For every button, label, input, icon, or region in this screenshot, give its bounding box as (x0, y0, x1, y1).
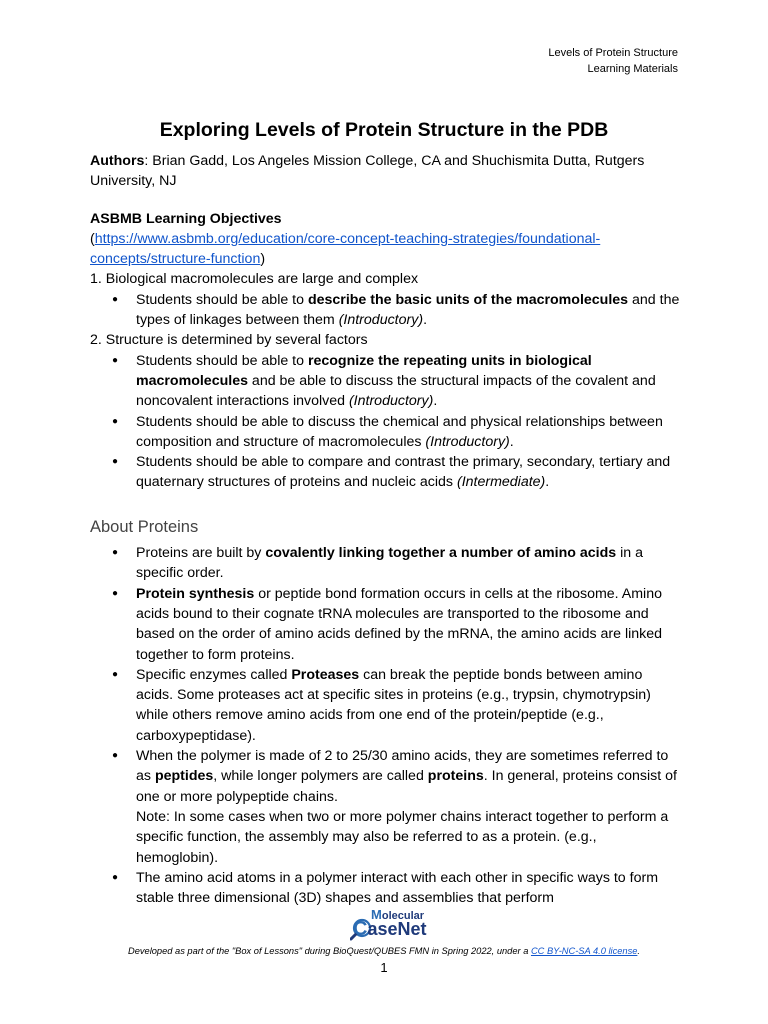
asbmb-link[interactable] (90, 231, 600, 267)
authors-label: Authors (90, 153, 145, 169)
document-body (90, 151, 680, 908)
bullet-end: . (423, 312, 428, 329)
bullet-text: When the polymer is made of 2 to 25/30 amino acids, they are sometimes referred to as (136, 748, 669, 785)
bullet-end: . (509, 433, 514, 450)
logo-bottom-word (353, 918, 427, 941)
objective-item-1: 1. Biological macromolecules are large and complex (90, 271, 419, 288)
bullet-bold: proteins (427, 768, 484, 785)
footer-note (0, 946, 768, 956)
bullet-text: , while longer polymers are called (213, 768, 428, 785)
bullet-italic: (Introductory) (425, 433, 510, 450)
list-item (90, 868, 680, 909)
bullet-text: The amino acid atoms in a polymer interact with each other in specific ways to form stable three dimensional (3D) shapes and assemblies that perform (136, 869, 659, 907)
objective-1-bullets (90, 290, 680, 331)
header-line-1: Levels of Protein Structure (548, 47, 678, 59)
about-proteins-heading: About Proteins (90, 517, 199, 536)
objectives-heading: ASBMB Learning Objectives (90, 210, 282, 227)
bullet-text: and the types of linkages between them (136, 291, 680, 329)
authors-text: : Brian Gadd, Los Angeles Mission College, CA and Shuchismita Dutta, Rutgers University, NJ (90, 153, 645, 190)
logo-m: M (371, 907, 382, 922)
objective-item-2: 2. Structure is determined by several factors (90, 332, 368, 349)
bullet-text: Proteins are built by (136, 545, 266, 562)
url-line-1: https://www.asbmb.org/education/core-concept-teaching-strategies/foundational- (94, 230, 601, 247)
bullet-text: Students should be able to compare and contrast the primary, secondary, tertiary and quaternary structures of proteins and nucleic acids (136, 454, 671, 491)
bullet-text: . In general, proteins consist of one or more polypeptide chains. (136, 768, 677, 805)
bullet-end: . (433, 393, 438, 410)
bullet-text: Students should be able to (136, 352, 308, 369)
logo-olecular: olecular (381, 910, 425, 922)
footer-text: Developed as part of the "Box of Lessons" during BioQuest/QUBES FMN in Spring 2022, under a (127, 946, 531, 956)
list-item (90, 452, 680, 493)
bullet-text: can break the peptide bonds between amino acids. Some proteases act at specific sites in proteins (e.g., trypsin, chymotrypsin) while others remove amino acids from one end of the protein/peptide (e.g., carboxypeptidase). (136, 666, 651, 744)
list-item (90, 412, 680, 453)
bullet-text: in a specific order. (136, 545, 643, 582)
bullet-italic: (Introductory) (338, 312, 424, 329)
bullet-italic: (Intermediate) (456, 474, 546, 491)
bullet-text: Specific enzymes called (136, 666, 292, 683)
list-item (90, 351, 680, 412)
url-line-2: concepts/structure-function (90, 251, 261, 268)
bullet-note: Note: In some cases when two or more polymer chains interact together to perform a specific function, the assembly may also be referred to as a protein. (e.g., hemoglobin). (136, 808, 669, 866)
objective-2-bullets (90, 351, 680, 493)
list-item (90, 543, 680, 584)
bullet-end: . (545, 474, 550, 491)
molecular-casenet-logo (350, 905, 430, 945)
bullet-bold: Protein synthesis (136, 585, 255, 602)
paren-open: ( (90, 230, 95, 247)
bullet-text: or peptide bond formation occurs in cells at the ribosome. Amino acids bound to their cognate tRNA molecules are transported to the ribosome and based on the order of amino acids defined by the mRNA, the amino acids are linked together to form proteins. (136, 585, 663, 663)
document-title: Exploring Levels of Protein Structure in the PDB (159, 119, 609, 141)
paren-close: ) (260, 251, 266, 268)
list-item (90, 290, 680, 331)
about-proteins-list (90, 543, 680, 908)
objectives-section (90, 209, 680, 493)
list-item (90, 584, 680, 665)
running-header (548, 45, 678, 77)
logo-asenet: aseNet (367, 919, 427, 939)
bullet-italic: (Introductory) (348, 393, 434, 410)
footer-end: . (637, 946, 640, 956)
list-item (90, 665, 680, 746)
bullet-text: and be able to discuss the structural impacts of the covalent and noncovalent interactions involved (136, 372, 656, 410)
bullet-bold: recognize the repeating units in biological macromolecules (136, 352, 592, 389)
bullet-bold: covalently linking together a number of amino acids (265, 545, 617, 562)
logo-c: C (353, 918, 368, 940)
bullet-bold: peptides (154, 768, 214, 785)
bullet-text: Students should be able to discuss the chemical and physical relationships between composition and structure of macromolecules (136, 413, 663, 450)
objectives-source (90, 229, 680, 270)
page-number: 1 (380, 960, 388, 975)
header-line-2: Learning Materials (587, 63, 678, 75)
license-link[interactable]: CC BY-NC-SA 4.0 license (530, 946, 638, 956)
authors-line (90, 151, 680, 192)
bullet-bold: describe the basic units of the macromolecules (307, 291, 629, 308)
bullet-bold: Proteases (291, 666, 360, 683)
list-item (90, 746, 680, 868)
bullet-text: Students should be able to (136, 291, 308, 308)
